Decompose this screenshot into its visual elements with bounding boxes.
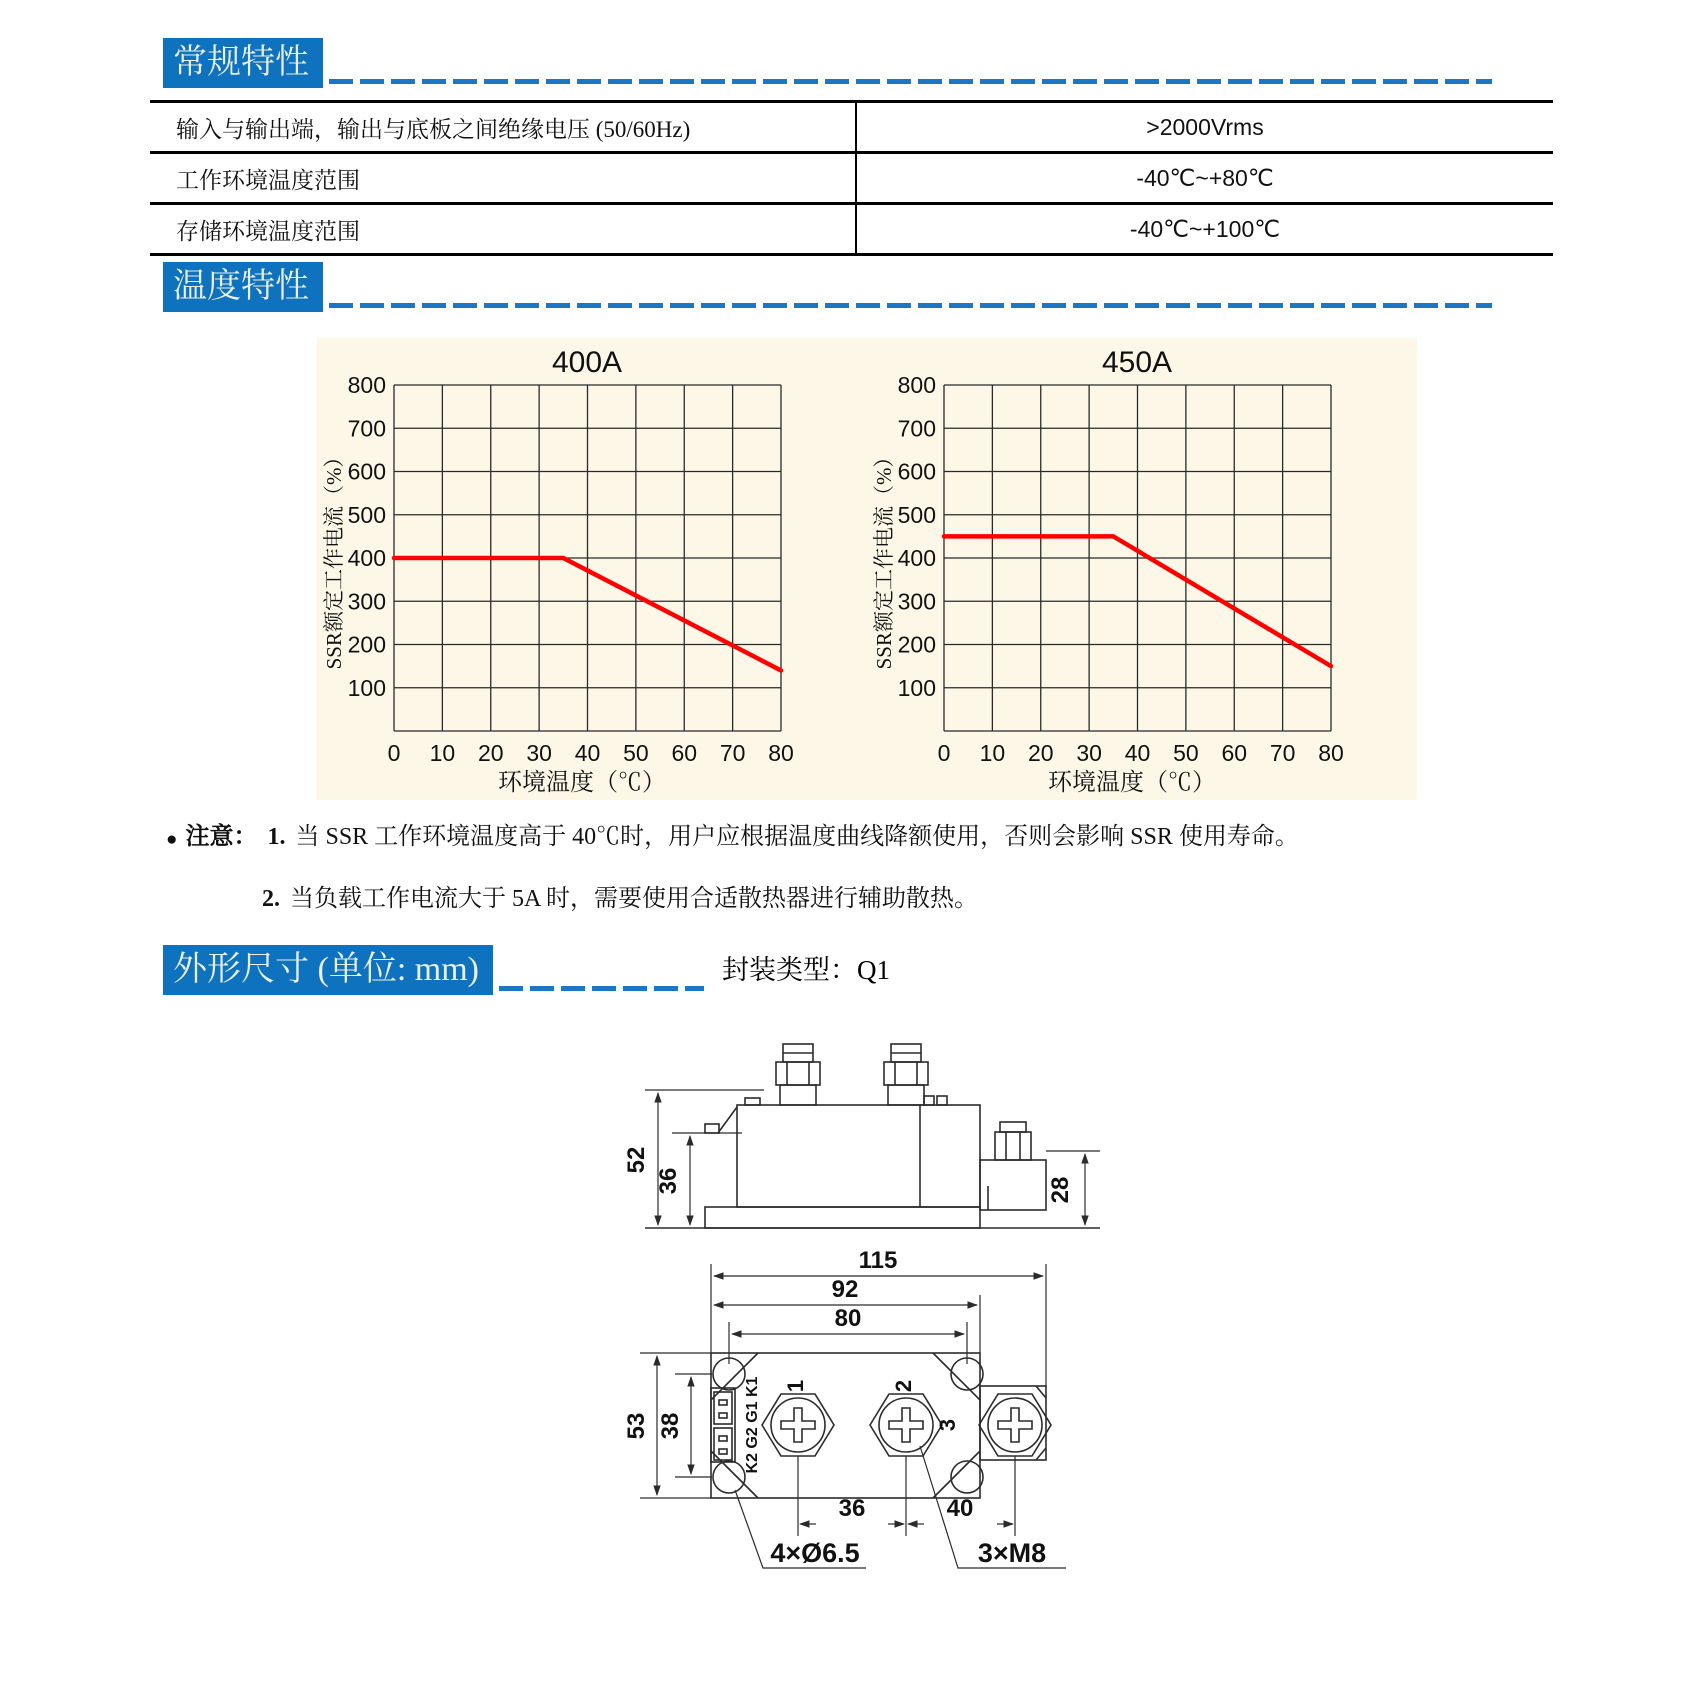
mounting-hole <box>713 1461 745 1493</box>
x-tick-label: 40 <box>574 740 601 766</box>
body-detail <box>937 1096 947 1105</box>
screws-callout: 3×M8 <box>977 1538 1047 1568</box>
ext-line <box>711 1264 1046 1386</box>
x-tick-label: 20 <box>1027 740 1054 766</box>
chamfer-line <box>718 1107 737 1133</box>
dim-label-36: 36 <box>655 1167 682 1195</box>
note-label: 注意： <box>185 824 258 850</box>
x-tick-label: 60 <box>1221 740 1248 766</box>
body-detail <box>745 1098 760 1105</box>
general-spec-table <box>150 100 1553 256</box>
terminal-number-1: 1 <box>783 1379 808 1393</box>
x-tick-label: 10 <box>979 740 1006 766</box>
spec-name: 输入与输出端，输出与底板之间绝缘电压 (50/60Hz) <box>176 116 691 142</box>
y-tick-label: 700 <box>897 415 936 442</box>
section-divider-dashes <box>329 79 1492 84</box>
table-row <box>150 103 1553 154</box>
terminal-number-2: 2 <box>891 1379 916 1393</box>
plot-area <box>898 372 1344 766</box>
screw-terminal <box>979 1394 1051 1456</box>
outline-drawing <box>540 1030 1200 1630</box>
note-item <box>160 882 1590 916</box>
terminal-number-3: 3 <box>935 1418 960 1432</box>
table-row <box>150 154 1553 205</box>
note-text: 当负载工作电流大于 5A 时，需要使用合适散热器进行辅助散热。 <box>290 886 979 912</box>
section-divider-dashes <box>329 303 1492 308</box>
screw-terminal <box>870 1394 942 1456</box>
x-tick-label: 50 <box>623 740 649 766</box>
y-tick-label: 700 <box>347 415 386 442</box>
y-axis-label: SSR额定工作电流（%） <box>322 446 346 670</box>
chart-title: 450A <box>1101 346 1173 379</box>
body-detail <box>705 1124 719 1133</box>
package-type-label: 封装类型：Q1 <box>721 955 890 985</box>
side-terminal-block <box>980 1122 1046 1210</box>
dim-label-40: 40 <box>946 1495 974 1522</box>
section-general-title: 常规特性 <box>163 38 323 88</box>
y-axis-label: SSR额定工作电流（%） <box>872 446 896 670</box>
x-tick-label: 50 <box>1173 740 1199 766</box>
y-tick-label: 800 <box>897 372 936 398</box>
y-tick-label: 400 <box>347 545 386 571</box>
screw-terminal <box>762 1394 834 1456</box>
derating-chart-400a <box>317 338 867 800</box>
top-view-drawing <box>623 1247 1066 1568</box>
dim-label-28: 28 <box>1047 1176 1074 1204</box>
y-tick-label: 500 <box>347 501 386 528</box>
dim-label-92: 92 <box>831 1276 859 1303</box>
dim-label-80: 80 <box>834 1305 862 1332</box>
section-dimensions <box>163 945 1263 995</box>
x-axis-label: 环境温度（℃） <box>498 770 666 796</box>
derating-chart-450a <box>867 338 1417 800</box>
spec-name: 存储环境温度范围 <box>176 218 360 244</box>
spec-value: >2000Vrms <box>855 103 1553 151</box>
terminal-marking-text: K2 G2 G1 K1 <box>744 1376 761 1474</box>
terminal-bolt-side <box>776 1044 820 1105</box>
note-item <box>160 820 1590 857</box>
terminal-bolt-side <box>884 1044 928 1105</box>
note-text: 当 SSR 工作环境温度高于 40℃时，用户应根据温度曲线降额使用，否则会影响 SSR 使用寿命。 <box>295 824 1299 850</box>
y-tick-label: 300 <box>897 588 936 615</box>
y-tick-label: 500 <box>897 501 936 528</box>
y-tick-label: 800 <box>347 372 386 398</box>
y-tick-label: 200 <box>897 631 936 658</box>
plot-area <box>348 372 794 766</box>
spec-name: 工作环境温度范围 <box>176 167 360 193</box>
mounting-hole <box>951 1461 983 1493</box>
dim-label-38: 38 <box>657 1412 684 1440</box>
body-detail <box>924 1096 934 1105</box>
y-tick-label: 600 <box>347 458 386 485</box>
y-tick-label: 400 <box>897 545 936 571</box>
note-number: 1. <box>267 824 286 850</box>
control-connector-strip <box>711 1388 735 1462</box>
module-body-side <box>737 1105 980 1207</box>
x-tick-label: 70 <box>719 740 746 766</box>
section-temperature <box>163 262 1492 312</box>
x-tick-label: 40 <box>1124 740 1151 766</box>
x-tick-label: 30 <box>526 740 552 766</box>
dim-label-53: 53 <box>623 1412 650 1440</box>
note-number: 2. <box>262 886 280 912</box>
x-tick-label: 80 <box>768 740 794 766</box>
derating-charts-panel <box>317 338 1417 800</box>
bullet-icon: ● <box>166 829 178 850</box>
y-tick-label: 100 <box>347 674 386 701</box>
section-temperature-title: 温度特性 <box>163 262 323 312</box>
x-tick-label: 0 <box>937 740 951 766</box>
x-tick-label: 80 <box>1318 740 1344 766</box>
dim-label-115: 115 <box>858 1247 898 1274</box>
x-tick-label: 30 <box>1076 740 1102 766</box>
x-tick-label: 10 <box>429 740 456 766</box>
x-axis-label: 环境温度（℃） <box>1048 770 1216 796</box>
side-view-drawing <box>623 1044 1100 1228</box>
x-tick-label: 60 <box>671 740 698 766</box>
center-line <box>798 1456 1015 1536</box>
x-tick-label: 20 <box>477 740 504 766</box>
dim-label-52: 52 <box>623 1146 650 1174</box>
dim-label-36: 36 <box>838 1495 866 1522</box>
spec-value: -40℃~+100℃ <box>855 205 1553 253</box>
section-divider-dashes <box>499 986 704 991</box>
section-dimensions-title: 外形尺寸 (单位: mm) <box>163 945 493 995</box>
notes-block <box>160 820 1590 916</box>
y-tick-label: 100 <box>897 674 936 701</box>
section-general <box>163 38 1492 88</box>
x-tick-label: 70 <box>1269 740 1296 766</box>
x-tick-label: 0 <box>387 740 401 766</box>
y-tick-label: 600 <box>897 458 936 485</box>
y-tick-label: 200 <box>347 631 386 658</box>
y-tick-label: 300 <box>347 588 386 615</box>
spec-value: -40℃~+80℃ <box>855 154 1553 202</box>
holes-callout: 4×Ø6.5 <box>770 1538 860 1568</box>
chart-title: 400A <box>551 346 623 379</box>
table-row <box>150 205 1553 256</box>
base-plate <box>705 1207 980 1228</box>
